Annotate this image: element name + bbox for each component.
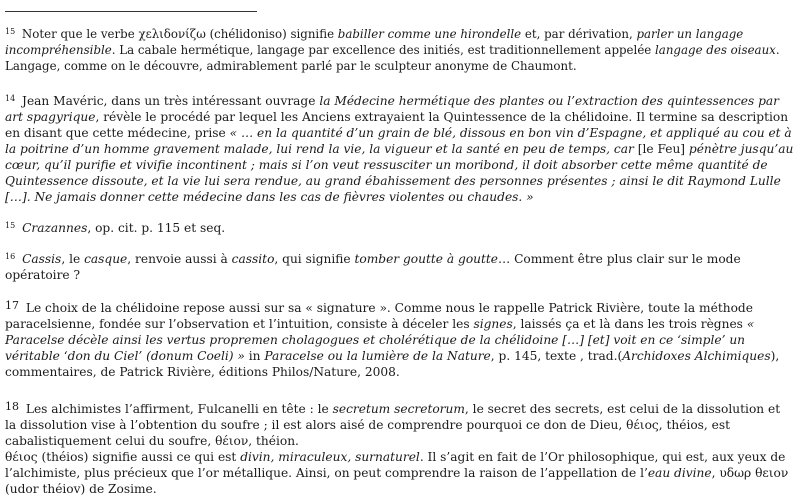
text-run: . Langage, comme on le découvre, admirablement parlé par le sculpteur anonyme de Chaumont. — [5, 43, 780, 73]
italic-text: eau divine — [647, 466, 712, 480]
footnote-number: 17 — [5, 299, 19, 312]
text-run: Noter que le verbe — [18, 27, 139, 41]
footnote-17-signature — [5, 300, 795, 380]
text-run: , le secret des secrets, est celui de la dissolution et la dissolution vise à l’obtention du soufre ; il est alors aisé de comprendre pourquoi ce don de Dieu, θέιος, théios, est cabalistiquement celui du soufre, θέιον, théion. — [5, 402, 781, 448]
text-run: , renvoie aussi à — [127, 252, 232, 266]
footnote-14-maveric — [5, 93, 795, 205]
footnote-18-secretum — [5, 401, 795, 497]
text-run: . La cabale hermétique, langage par excellence des initiés, est traditionnellement appelée — [111, 43, 656, 57]
footnote-16-cassis — [5, 251, 795, 283]
text-run: , le — [61, 252, 85, 266]
footnote-15-chelidoniso — [5, 26, 795, 74]
footnote-number: 18 — [5, 400, 19, 413]
footnote-15-crazannes — [5, 220, 795, 236]
italic-text: cassito — [231, 252, 275, 266]
footnote-number: 14 — [5, 94, 16, 103]
text-run: Jean Mavéric, dans un très intéressant ouvrage — [18, 94, 320, 108]
footnote-number: 15 — [5, 221, 16, 230]
text-run: et, par dérivation, — [521, 27, 637, 41]
text-run: , laissés ça et là dans les trois règnes — [512, 317, 747, 331]
text-run: , p. 145, texte , trad.( — [490, 349, 623, 363]
footnote-separator — [5, 11, 257, 12]
text-run: , υδωρ θειον (udor théiov) de Zosime. — [5, 466, 789, 496]
text-run: ), commentaires, de Patrick Rivière, éditions Philos/Nature, 2008. — [5, 349, 780, 379]
text-run: , op. cit. p. 115 et seq. — [87, 221, 226, 235]
text-run: … Comment être plus clair sur le mode opératoire ? — [5, 252, 741, 282]
italic-text: Archidoxes Alchimiques — [622, 349, 771, 363]
italic-text: « Paracelse décèle ainsi les vertus propremen cholagogues et cholérétique de la chélidoine […] [et] voit en ce ‘simple’ un véritable ‘don du Ciel’ (donum Coeli) » — [5, 317, 755, 363]
italic-text: « … en la quantité d’un grain de blé, dissous en bon vin d’Espagne, et appliqué au cou et à la poitrine d’un homme gravement malade, lui rend la vie, la vigueur et la santé en peu de temps, car — [5, 126, 792, 156]
text-run: in — [244, 349, 265, 363]
text-run: , révèle le procédé par lequel les Anciens extrayaient la Quintessence de la chélidoine. Il termine sa description en disant que cette médecine, prise — [5, 110, 789, 140]
footnotes-page — [5, 0, 795, 499]
text-run: (chélidoniso) signifie — [205, 27, 338, 41]
italic-text: Cassis — [22, 252, 62, 266]
italic-text: divin, miraculeux, surnaturel — [240, 450, 420, 464]
italic-text: Paracelse ou la lumière de la Nature — [264, 349, 491, 363]
italic-text: secretum secretorum — [332, 402, 465, 416]
italic-text: babiller comme une hirondelle — [337, 27, 522, 41]
footnote-number: 16 — [5, 252, 16, 261]
text-run: . Il s’agit en fait de l’Or philosophique, qui est, aux yeux de l’alchimiste, plus précieux que l’or métallique. Ainsi, on peut comprendre la raison de l’appellation de l’ — [5, 450, 786, 480]
italic-text: Crazannes — [22, 221, 88, 235]
italic-text: tomber goutte à goutte — [354, 252, 499, 266]
italic-text: la Médecine hermétique des plantes ou l’extraction des quintessences par art spagyrique — [5, 94, 779, 124]
footnote-number: 15 — [5, 27, 16, 36]
text-run: [le Feu] — [633, 142, 689, 156]
italic-text: signes — [473, 317, 513, 331]
text-run: Les alchimistes l’affirment, Fulcanelli en tête : le — [22, 402, 333, 416]
text-run: θέιος (théios) signifie aussi ce qui est — [5, 450, 241, 464]
text-run: Le choix de la chélidoine repose aussi sur sa « signature ». Comme nous le rappelle Patrick Rivière, toute la méthode paracelsienne, fondée sur l’observation et l’intuition, consiste à déceler les — [5, 301, 753, 331]
text-run: , qui signifie — [274, 252, 355, 266]
italic-text: casque — [84, 252, 128, 266]
italic-text: parler un langage incompréhensible — [5, 27, 744, 57]
italic-text: langage des oiseaux — [655, 43, 776, 57]
text-run: χελιδονίζω — [138, 27, 206, 41]
italic-text: pénètre jusqu’au cœur, qu’il purifie et vivifie incontinent ; mais si l’on veut ressusciter un moribond, il doit absorber cette même quantité de Quintessence dissoute, et la vie lui sera rendue, au grand ébahissement des personnes présentes ; ainsi le dit Raymond Lulle […]. Ne jamais donner cette médecine dans les cas de fièvres violentes ou chaudes. » — [5, 142, 794, 204]
